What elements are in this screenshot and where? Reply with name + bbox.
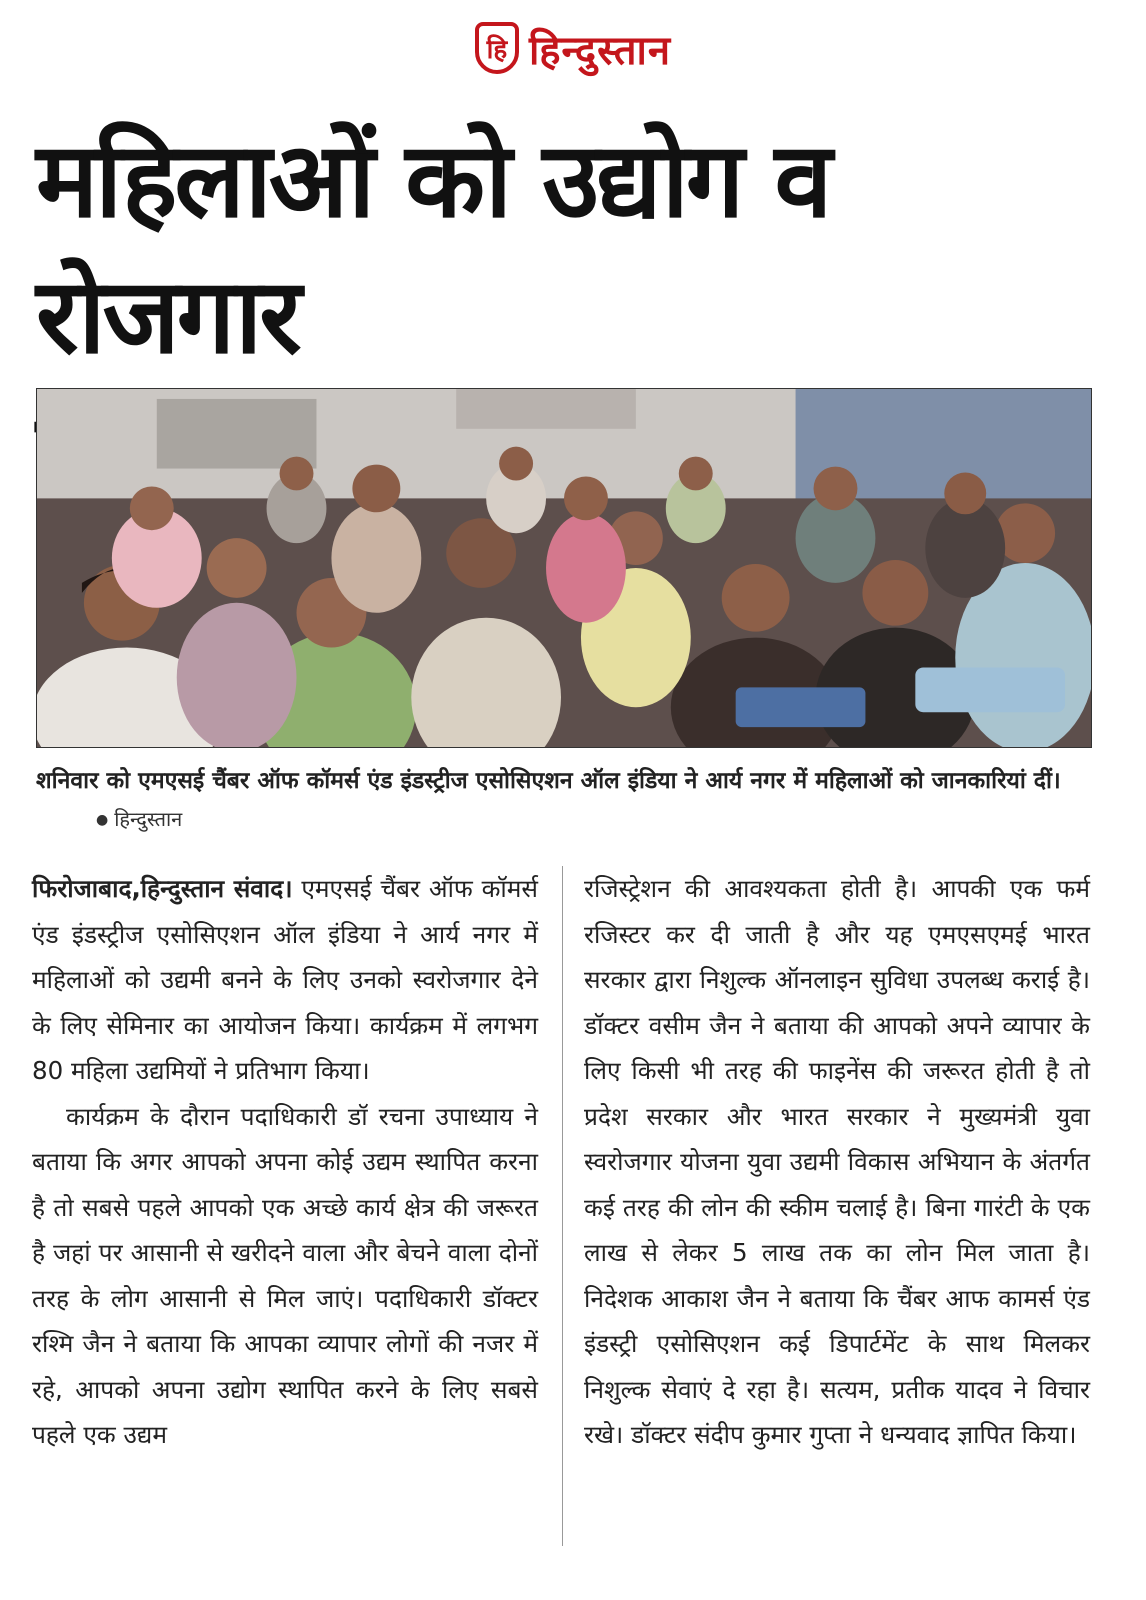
photo-caption xyxy=(36,762,1092,839)
paragraph-1-text: एमएसई चैंबर ऑफ कॉमर्स एंड इंडस्ट्रीज एसोसिएशन ऑल इंडिया ने आर्य नगर में महिलाओं को उद्यमी बनने के लिए उनको स्वरोजगार देने के लिए सेमिनार का आयोजन किया। कार्यक्रम में लगभग 80 महिला उद्यमियों ने प्रतिभाग किया। xyxy=(32,874,538,1085)
photo-illustration xyxy=(37,389,1091,747)
dateline: फिरोजाबाद,हिन्दुस्तान संवाद। xyxy=(32,874,293,903)
photo-credit xyxy=(96,807,182,831)
article-column-right xyxy=(584,866,1090,1458)
masthead xyxy=(0,18,1146,78)
column-divider xyxy=(562,866,563,1546)
article-paragraph-1 xyxy=(32,866,538,1094)
article-paragraph-2: कार्यक्रम के दौरान पदाधिकारी डॉ रचना उपाध्याय ने बताया कि अगर आपको अपना कोई उद्यम स्थापित करना है तो सबसे पहले आपको एक अच्छे कार्य क्षेत्र की जरूरत है जहां पर आसानी से खरीदने वाला और बेचने वाला दोनों तरह के लोग आसानी से मिल जाएं। पदाधिकारी डॉक्टर रश्मि जैन ने बताया कि आपका व्यापार लोगों की नजर में रहे, आपको अपना उद्योग स्थापित करने के लिए सबसे पहले एक उद्यम xyxy=(32,1101,538,1449)
newspaper-name: हिन्दुस्तान xyxy=(528,27,672,74)
news-photo xyxy=(36,388,1092,748)
photo-credit-text: हिन्दुस्तान xyxy=(114,807,183,831)
caption-text: शनिवार को एमएसई चैंबर ऑफ कॉमर्स एंड इंडस्ट्रीज एसोसिएशन ऑल इंडिया ने आर्य नगर में महिलाओं को जानकारियां दीं। xyxy=(36,768,1061,794)
article-column-left xyxy=(32,866,538,1458)
bullet-icon: ● xyxy=(96,812,109,828)
headline-line-1: महिलाओं को उद्योग व रोजगार xyxy=(36,119,830,377)
article-paragraph-3: रजिस्ट्रेशन की आवश्यकता होती है। आपकी एक फर्म रजिस्टर कर दी जाती है और यह एमएसएमई भारत सरकार द्वारा निशुल्क ऑनलाइन सुविधा उपलब्ध कराई है।डॉक्टर वसीम जैन ने बताया की आपको अपने व्यापार के लिए किसी भी तरह की फाइनेंस की जरूरत होती है तो प्रदेश सरकार और भारत सरकार ने मुख्यमंत्री युवा स्वरोजगार योजना युवा उद्यमी विकास अभियान के अंतर्गत कई तरह की लोन की स्कीम चलाई है। बिना गारंटी के एक लाख से लेकर 5 लाख तक का लोन मिल जाता है। निदेशक आकाश जैन ने बताया कि चैंबर आफ कामर्स एंड इंडस्ट्री एसोसिएशन कई डिपार्टमेंट के साथ मिलकर निशुल्क सेवाएं दे रहा है। सत्यम, प्रतीक यादव ने विचार रखे। डॉक्टर संदीप कुमार गुप्ता ने धन्यवाद ज्ञापित किया। xyxy=(584,874,1090,1449)
newspaper-logo-icon: हि xyxy=(475,22,519,74)
